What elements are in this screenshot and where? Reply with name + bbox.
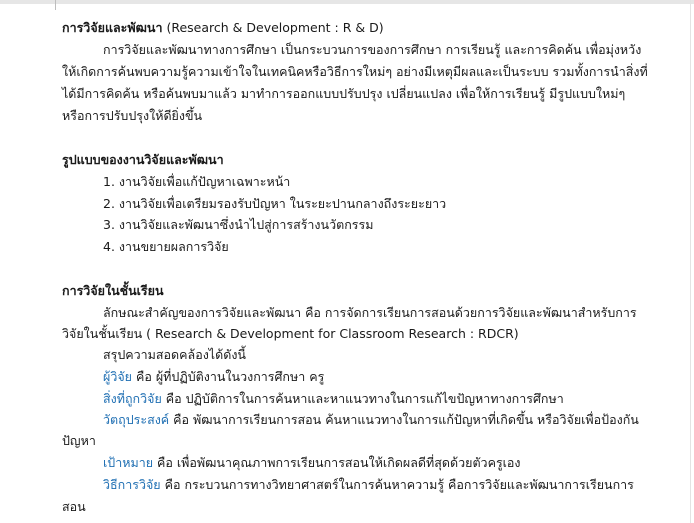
definition-term: วัตถุประสงค์	[103, 412, 170, 427]
section-heading-rnd	[62, 19, 384, 37]
paragraph-line: วิจัยในชั้นเรียน ( Research & Development for Classroom Research : RDCR)	[62, 326, 519, 341]
definition-row	[103, 476, 634, 494]
definition-continuation: ปัญหา	[62, 433, 96, 448]
summary-line: สรุปความสอดคล้องได้ดังนี้	[103, 347, 246, 362]
paragraph-line: หรือการปรับปรุงให้ดียิ่งขึ้น	[62, 108, 203, 123]
definition-text: คือ พัฒนาการเรียนการสอน ค้นหาแนวทางในการแก้ปัญหาที่เกิดขึ้น หรือวิจัยเพื่อป้องกัน	[169, 412, 639, 427]
list-item: 3. งานวิจัยและพัฒนาซึ่งนำไปสู่การสร้างนวัตกรรม	[103, 217, 374, 232]
paragraph-line: ให้เกิดการค้นพบความรู้ความเข้าใจในเทคนิคหรือวิธีการใหม่ๆ อย่างมีเหตุมีผลและเป็นระบบ รวมทั้งการนำสิ่งที่	[62, 64, 648, 79]
definition-term: เป้าหมาย	[103, 455, 154, 470]
section-heading-classroom-research: การวิจัยในชั้นเรียน	[62, 283, 164, 298]
list-item: 4. งานขยายผลการวิจัย	[103, 239, 229, 254]
definition-row	[103, 368, 324, 386]
definition-continuation: สอน	[62, 499, 86, 514]
section-heading-rnd-types: รูปแบบของงานวิจัยและพัฒนา	[62, 152, 224, 167]
definition-row	[103, 454, 521, 472]
paragraph-line: ลักษณะสำคัญของการวิจัยและพัฒนา คือ การจัดการเรียนการสอนด้วยการวิจัยและพัฒนาสำหรับการ	[103, 305, 637, 320]
definition-text: คือ เพื่อพัฒนาคุณภาพการเรียนการสอนให้เกิดผลดีที่สุดด้วยตัวครูเอง	[153, 455, 521, 470]
definition-term: สิ่งที่ถูกวิจัย	[103, 391, 162, 406]
paragraph-line: ได้มีการคิดค้น หรือค้นพบมาแล้ว มาทำการออกแบบปรับปรุง เปลี่ยนแปลง เพื่อให้การเรียนรู้ มีรูปแบบใหม่ๆ	[62, 86, 626, 101]
definition-row	[103, 390, 564, 408]
definition-term: ผู้วิจัย	[103, 369, 132, 384]
definition-text: คือ ปฏิบัติการในการค้นหาและหาแนวทางในการแก้ไขปัญหาทางการศึกษา	[161, 391, 564, 406]
paragraph-line: การวิจัยและพัฒนาทางการศึกษา เป็นกระบวนการของการศึกษา การเรียนรู้ และการคิดค้น เพื่อมุ่งหวัง	[103, 42, 642, 57]
list-item: 2. งานวิจัยเพื่อเตรียมรองรับปัญหา ในระยะปานกลางถึงระยะยาว	[103, 196, 447, 211]
definition-text: คือ ผู้ที่ปฏิบัติงานในวงการศึกษา ครู	[132, 369, 325, 384]
heading-english-text: (Research & Development : R & D)	[162, 20, 384, 35]
list-item: 1. งานวิจัยเพื่อแก้ปัญหาเฉพาะหน้า	[103, 174, 291, 189]
definition-row	[103, 411, 639, 429]
definition-term: วิธีการวิจัย	[103, 477, 161, 492]
heading-bold-text: การวิจัยและพัฒนา	[62, 20, 163, 35]
definition-text: คือ กระบวนการทางวิทยาศาสตร์ในการค้นหาความรู้ คือการวิจัยและพัฒนาการเรียนการ	[160, 477, 634, 492]
